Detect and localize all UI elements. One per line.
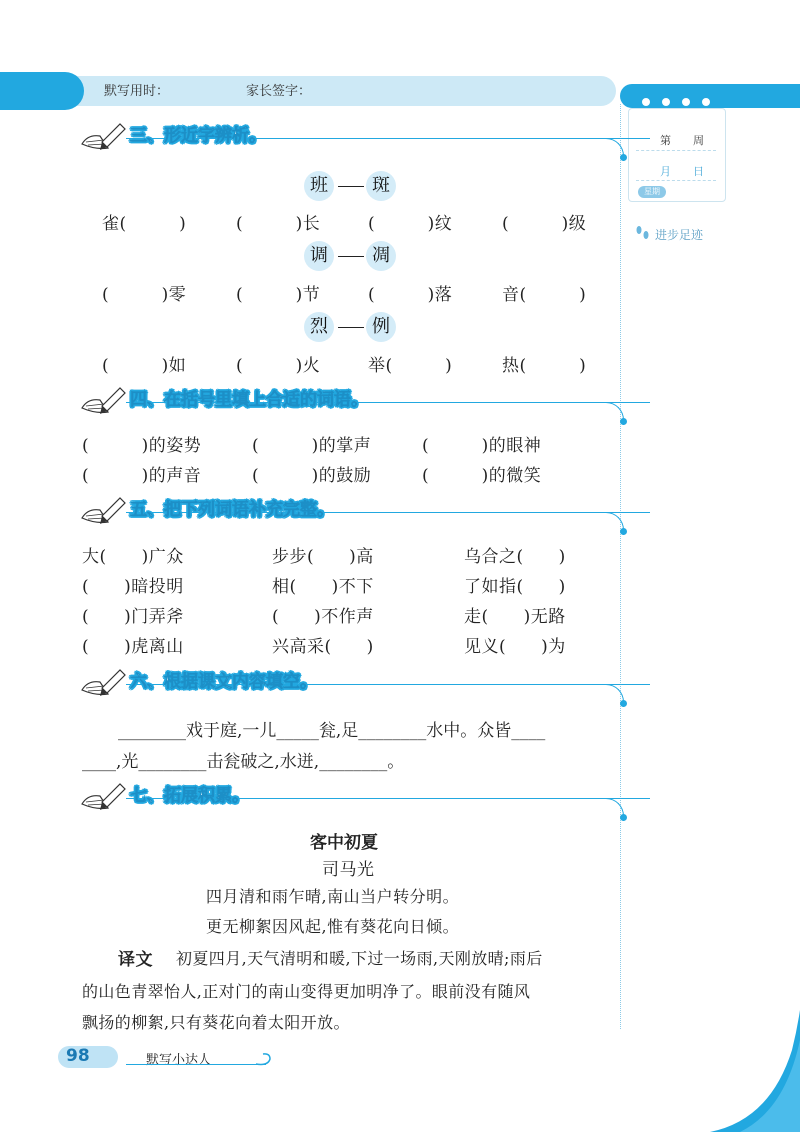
section-header-6 [78,666,618,700]
fill-item: 走( )无路 [464,607,566,627]
char-bubble: 凋 [366,241,396,271]
fill-item: 见义( )为 [464,637,566,657]
binder-ring-icon [700,96,712,108]
fill-item: ( )暗投明 [82,577,184,597]
section-title: 四、在括号里填上合适的词语。 [130,390,368,410]
fill-line: ____,光________击瓮破之,水迸,________。 [82,752,405,772]
book-title: 默写小达人 [146,1053,212,1068]
fill-item: ( )节 [236,285,321,305]
header-bar-cap [0,72,84,110]
footer-underline [126,1064,266,1065]
footprints-icon [634,224,652,242]
char-bubble: 班 [304,171,334,201]
fill-item: 兴高采( ) [272,637,374,657]
fill-item: 步步( )高 [272,547,374,567]
translation-line: 初夏四月,天气清明和暖,下过一场雨,天刚放晴;雨后 [176,949,543,968]
fill-item: ( )的掌声 [252,436,372,456]
fill-item: 相( )不下 [272,577,374,597]
char-bubble: 例 [366,312,396,342]
section-title: 七、拓展积累。 [130,786,249,806]
fill-item: 了如指( ) [464,577,566,597]
dictation-time-label: 默写用时： [104,84,170,99]
fill-item: ( )虎离山 [82,637,184,657]
page-number: 98 [66,1046,90,1066]
fill-item: ( )落 [368,285,453,305]
parent-sign-label: 家长签字： [246,84,312,99]
fill-item: ( )零 [102,285,187,305]
fill-item: 举( ) [368,356,453,376]
month-day-label: 月 日 [660,165,704,178]
right-margin-line [620,104,621,1029]
pencil-paper-icon [78,666,128,700]
char-bubble: 斑 [366,171,396,201]
pencil-paper-icon [78,780,128,814]
section-header-5 [78,494,618,528]
fill-item: ( )的鼓励 [252,466,372,486]
pencil-paper-icon [78,494,128,528]
fill-item: 大( )广众 [82,547,184,567]
fill-item: ( )级 [502,214,587,234]
translation-label: 译文 [118,950,153,970]
fill-item: 雀( ) [102,214,187,234]
fill-item: ( )纹 [368,214,453,234]
fill-item: ( )的微笑 [422,466,542,486]
fill-item: ( )不作声 [272,607,374,627]
fill-item: ( )如 [102,356,187,376]
fill-item: 热( ) [502,356,587,376]
poem-line: 更无柳絮因风起,惟有葵花向日倾。 [206,917,460,936]
binder-ring-icon [680,96,692,108]
pencil-paper-icon [78,120,128,154]
dash [338,186,364,187]
corner-swoosh [700,1010,800,1132]
fill-item: 音( ) [502,285,587,305]
section-title: 五、把下列词语补充完整。 [130,500,334,520]
pencil-paper-icon [78,384,128,418]
fill-item: ( )长 [236,214,321,234]
section-title: 三、形近字辨析。 [130,126,266,146]
fill-item: ( )的声音 [82,466,202,486]
weekday-badge: 星期 [638,186,666,198]
binder-ring-icon [640,96,652,108]
char-bubble: 烈 [304,312,334,342]
translation-line: 飘扬的柳絮,只有葵花向着太阳开放。 [82,1013,350,1032]
fill-item: ( )门弄斧 [82,607,184,627]
poem-title: 客中初夏 [310,833,378,853]
section-header-4 [78,384,618,418]
char-bubble: 调 [304,241,334,271]
section-header-3 [78,120,618,154]
week-label: 第 周 [660,134,704,147]
section-title: 六、根据课文内容填空。 [130,672,317,692]
fill-item: ( )的姿势 [82,436,202,456]
dash [338,256,364,257]
fill-line: ________戏于庭,一儿_____瓮,足________水中。众皆____ [118,721,546,741]
fill-item: ( )的眼神 [422,436,542,456]
fill-item: 乌合之( ) [464,547,566,567]
progress-label: 进步足迹 [655,228,704,242]
poem-author: 司马光 [322,860,375,880]
poem-line: 四月清和雨乍晴,南山当户转分明。 [206,887,460,906]
curl-icon [254,1050,274,1068]
calendar-divider [636,150,716,151]
translation-line: 的山色青翠怡人,正对门的南山变得更加明净了。眼前没有随风 [82,982,531,1001]
dash [338,327,364,328]
calendar-divider [636,180,716,181]
binder-ring-icon [660,96,672,108]
section-header-7 [78,780,618,814]
fill-item: ( )火 [236,356,321,376]
